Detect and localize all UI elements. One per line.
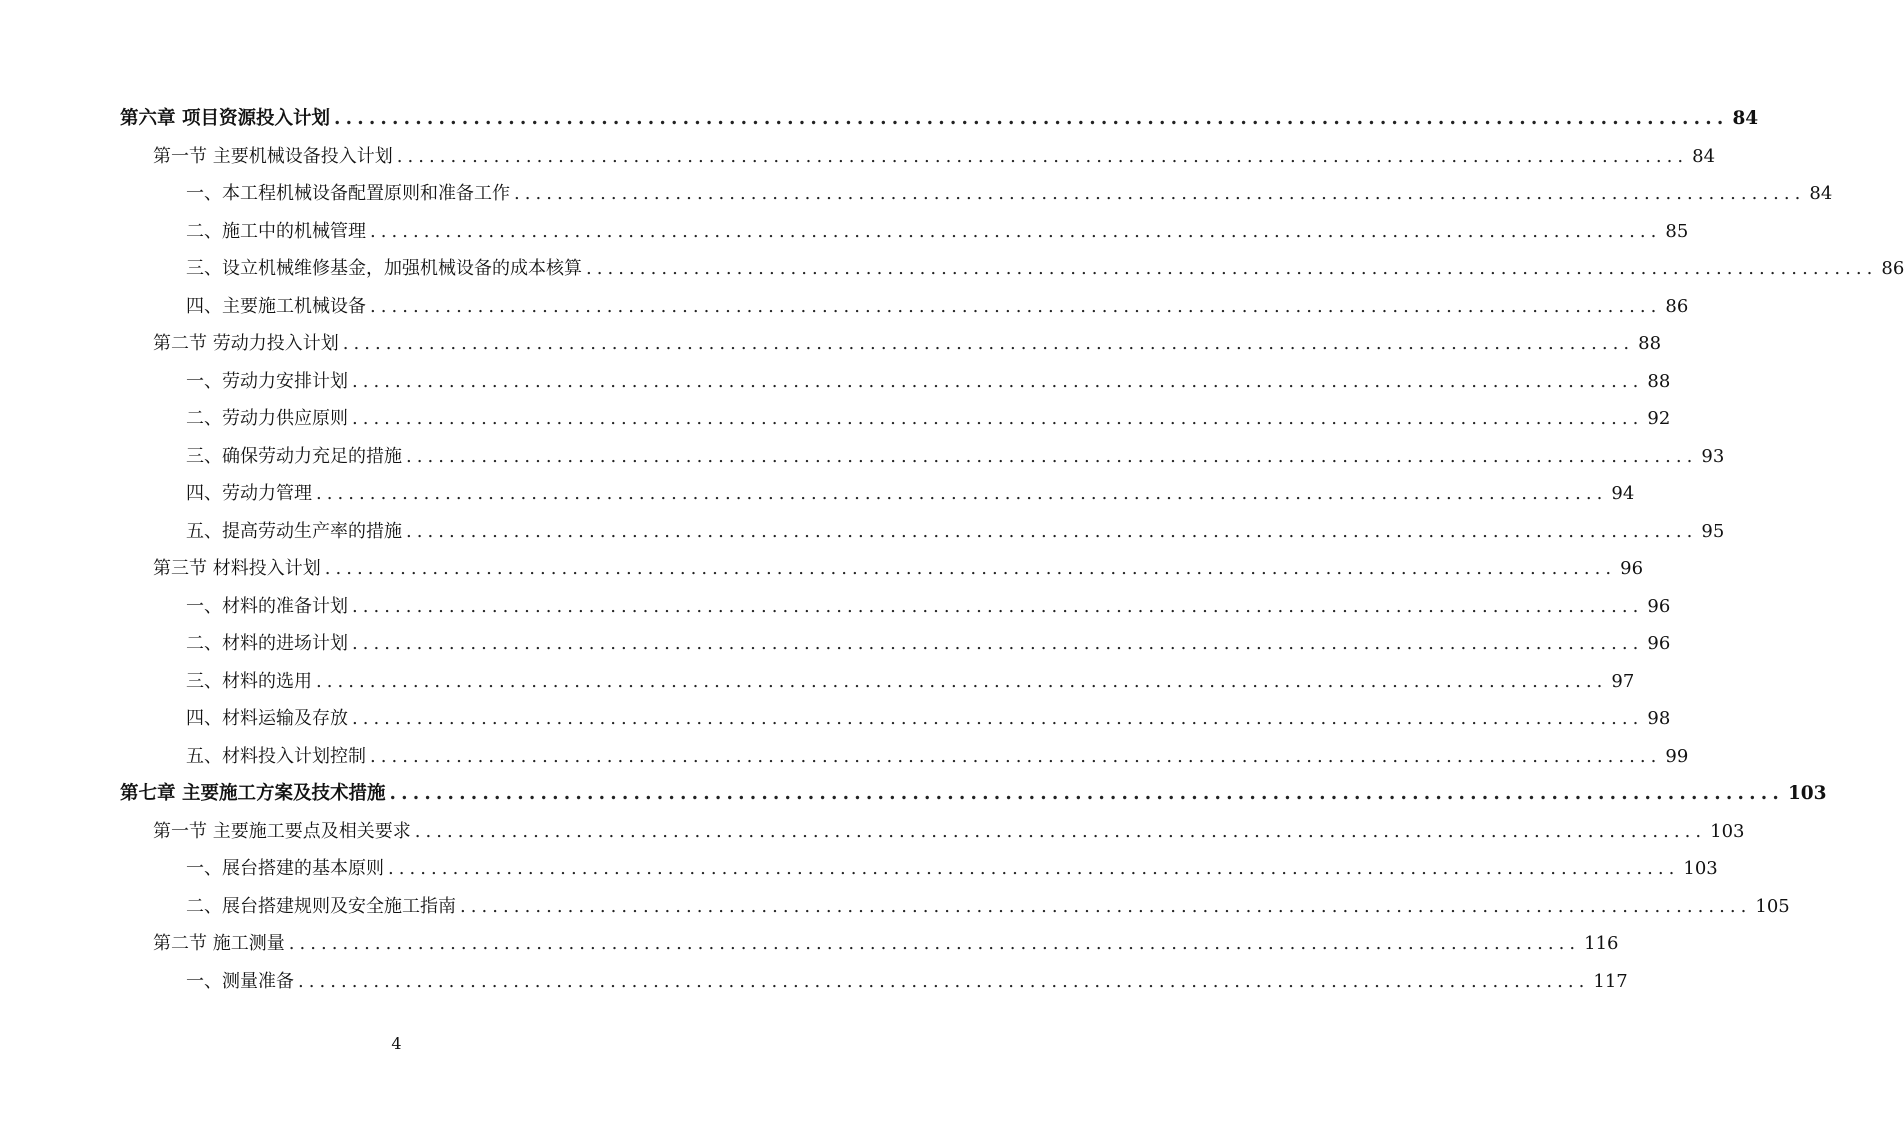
dot-leader: ........................................................................................................................ <box>352 408 1644 429</box>
dot-leader: ........................................................................................................................ <box>352 708 1644 729</box>
toc-item-entry[interactable] <box>186 254 1904 284</box>
dot-leader: ........................................................................................................................ <box>370 220 1662 242</box>
toc-entry-title: 二、劳动力供应原则 <box>186 408 348 429</box>
toc-entry-page: 86 <box>1665 295 1689 317</box>
toc-entry-title: 第三节 材料投入计划 <box>153 558 321 579</box>
toc-entry-page: 105 <box>1755 895 1790 917</box>
toc-entry-title: 四、劳动力管理 <box>186 483 312 504</box>
toc-section-entry[interactable] <box>153 142 1716 172</box>
dot-leader: ........................................................................................................................ <box>460 895 1752 917</box>
toc-entry-title: 第一节 主要机械设备投入计划 <box>153 145 393 167</box>
toc-item-entry[interactable] <box>186 667 1635 697</box>
dot-leader: ........................................................................................................................ <box>288 933 1581 954</box>
toc-item-entry[interactable] <box>186 179 1833 209</box>
toc-section-entry[interactable] <box>153 329 1662 359</box>
dot-leader: ........................................................................................................................ <box>324 558 1617 579</box>
dot-leader: ........................................................................................................................ <box>514 183 1806 204</box>
toc-entry-page: 99 <box>1665 745 1689 767</box>
toc-entry-page: 117 <box>1593 970 1628 992</box>
toc-entry-page: 84 <box>1732 108 1759 129</box>
toc-entry-page: 97 <box>1611 670 1635 692</box>
toc-entry-page: 92 <box>1647 408 1671 429</box>
dot-leader: ........................................................................................................................ <box>388 858 1680 879</box>
toc-entry-title: 四、主要施工机械设备 <box>186 295 366 317</box>
toc-item-entry[interactable] <box>186 292 1689 322</box>
toc-item-entry[interactable] <box>186 442 1725 472</box>
toc-entry-title: 三、材料的选用 <box>186 670 312 692</box>
toc-entry-title: 五、提高劳动生产率的措施 <box>186 520 402 542</box>
toc-item-entry[interactable] <box>186 854 1718 884</box>
dot-leader: ........................................................................................................................ <box>586 258 1878 279</box>
toc-entry-title: 第二节 施工测量 <box>153 933 285 954</box>
toc-item-entry[interactable] <box>186 404 1671 434</box>
toc-item-entry[interactable] <box>186 742 1689 772</box>
toc-item-entry[interactable] <box>186 892 1790 922</box>
toc-entry-page: 85 <box>1665 220 1689 242</box>
toc-entry-title: 二、材料的进场计划 <box>186 633 348 654</box>
toc-item-entry[interactable] <box>186 479 1635 509</box>
dot-leader: ........................................................................................................................ <box>352 370 1644 392</box>
toc-entry-title: 一、本工程机械设备配置原则和准备工作 <box>186 183 510 204</box>
toc-item-entry[interactable] <box>186 592 1671 622</box>
toc-item-entry[interactable] <box>186 704 1671 734</box>
dot-leader: ........................................................................................................................ <box>333 108 1729 129</box>
dot-leader: ........................................................................................................................ <box>370 295 1662 317</box>
toc-item-entry[interactable] <box>186 217 1689 247</box>
toc-entry-title: 三、设立机械维修基金，加强机械设备的成本核算 <box>186 258 582 279</box>
toc-entry-page: 96 <box>1620 558 1644 579</box>
toc-entry-page: 103 <box>1787 783 1827 804</box>
dot-leader: ........................................................................................................................ <box>352 633 1644 654</box>
toc-entry-page: 88 <box>1647 370 1671 392</box>
toc-entry-title: 二、施工中的机械管理 <box>186 220 366 242</box>
toc-entry-title: 第一节 主要施工要点及相关要求 <box>153 820 411 842</box>
toc-entry-title: 第七章 主要施工方案及技术措施 <box>120 783 386 804</box>
toc-entry-title: 一、测量准备 <box>186 970 294 992</box>
dot-leader: ........................................................................................................................ <box>316 670 1608 692</box>
toc-entry-page: 84 <box>1692 145 1716 167</box>
toc-entry-title: 三、确保劳动力充足的措施 <box>186 445 402 467</box>
dot-leader: ........................................................................................................................ <box>316 483 1608 504</box>
toc-item-entry[interactable] <box>186 967 1628 997</box>
toc-entry-title: 第二节 劳动力投入计划 <box>153 333 339 354</box>
toc-entry-page: 93 <box>1701 445 1725 467</box>
dot-leader: ........................................................................................................................ <box>370 745 1662 767</box>
toc-chapter-entry[interactable] <box>120 104 1759 134</box>
page-number: 4 <box>391 1034 402 1053</box>
toc-entry-title: 一、展台搭建的基本原则 <box>186 858 384 879</box>
toc-entry-page: 116 <box>1584 933 1619 954</box>
dot-leader: ........................................................................................................................ <box>406 445 1698 467</box>
toc-item-entry[interactable] <box>186 629 1671 659</box>
toc-entry-title: 五、材料投入计划控制 <box>186 745 366 767</box>
dot-leader: ........................................................................................................................ <box>352 595 1644 617</box>
toc-entry-page: 103 <box>1710 820 1745 842</box>
dot-leader: ........................................................................................................................ <box>342 333 1635 354</box>
toc-entry-page: 94 <box>1611 483 1635 504</box>
toc-entry-page: 88 <box>1638 333 1662 354</box>
toc-item-entry[interactable] <box>186 517 1725 547</box>
dot-leader: ........................................................................................................................ <box>298 970 1590 992</box>
toc-section-entry[interactable] <box>153 817 1745 847</box>
toc-entry-page: 84 <box>1809 183 1833 204</box>
dot-leader: ........................................................................................................................ <box>414 820 1707 842</box>
toc-entry-title: 一、材料的准备计划 <box>186 595 348 617</box>
toc-item-entry[interactable] <box>186 367 1671 397</box>
toc-entry-page: 103 <box>1683 858 1718 879</box>
toc-entry-title: 一、劳动力安排计划 <box>186 370 348 392</box>
toc-entry-page: 96 <box>1647 595 1671 617</box>
dot-leader: ........................................................................................................................ <box>396 145 1689 167</box>
dot-leader: ........................................................................................................................ <box>406 520 1698 542</box>
toc-entry-page: 95 <box>1701 520 1725 542</box>
toc-entry-page: 96 <box>1647 633 1671 654</box>
dot-leader: ........................................................................................................................ <box>389 783 1784 804</box>
toc-entry-title: 二、展台搭建规则及安全施工指南 <box>186 895 456 917</box>
toc-entry-title: 第六章 项目资源投入计划 <box>120 108 330 129</box>
toc-section-entry[interactable] <box>153 554 1644 584</box>
toc-entry-page: 86 <box>1881 258 1904 279</box>
toc-entry-title: 四、材料运输及存放 <box>186 708 348 729</box>
toc-chapter-entry[interactable] <box>120 779 1827 809</box>
toc-entry-page: 98 <box>1647 708 1671 729</box>
toc-section-entry[interactable] <box>153 929 1619 959</box>
